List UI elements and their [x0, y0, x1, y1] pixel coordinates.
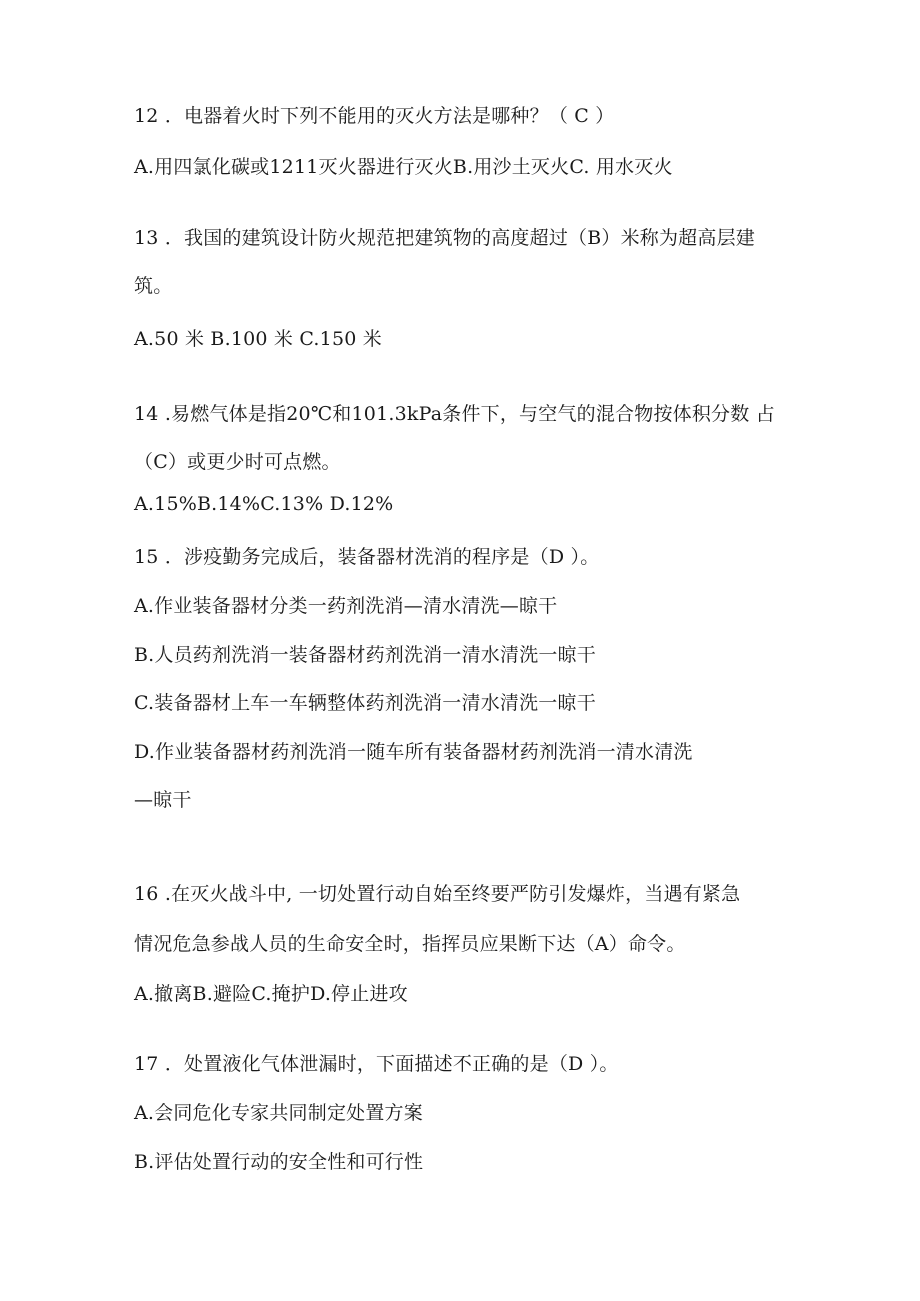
question-12-stem: 12 ．电器着火时下列不能用的灭火方法是哪种？（ C ）	[134, 105, 615, 127]
question-16-stem-line2: 情况危急参战人员的生命安全时，指挥员应果断下达（A）命令。	[134, 933, 686, 955]
question-15-option-d-line1: D.作业装备器材药剂洗消一随车所有装备器材药剂洗消一清水清洗	[134, 741, 693, 763]
question-15-option-c: C.装备器材上车一车辆整体药剂洗消一清水清洗一晾干	[134, 692, 596, 714]
question-15-option-b: B.人员药剂洗消一装备器材药剂洗消一清水清洗一晾干	[134, 644, 597, 666]
question-15-option-d-line2: —晾干	[134, 789, 192, 811]
question-14-stem-line1: 14 .易燃气体是指20℃和101.3kPa条件下，与空气的混合物按体积分数 占	[134, 403, 775, 425]
question-17-option-b: B.评估处置行动的安全性和可行性	[134, 1151, 424, 1173]
question-15-stem: 15 ．涉疫勤务完成后，装备器材洗消的程序是（D ）。	[134, 546, 600, 568]
question-17-option-a: A.会同危化专家共同制定处置方案	[134, 1102, 423, 1124]
question-13-options: A.50 米 B.100 米 C.150 米	[134, 328, 382, 350]
question-15-option-a: A.作业装备器材分类一药剂洗消—清水清洗—晾干	[134, 595, 558, 617]
question-12-options: A.用四氯化碳或1211灭火器进行灭火B.用沙土灭火C. 用水灭火	[134, 156, 673, 178]
question-14-stem-line2: （C）或更少时可点燃。	[134, 451, 341, 473]
question-13-stem-line2: 筑。	[134, 275, 173, 297]
question-16-stem-line1: 16 .在灭火战斗中, 一切处置行动自始至终要严防引发爆炸，当遇有紧急	[134, 883, 741, 905]
question-16-options: A.撤离B.避险C.掩护D.停止进攻	[134, 983, 408, 1005]
question-14-options: A.15%B.14%C.13% D.12%	[134, 493, 394, 515]
question-17-stem: 17 ．处置液化气体泄漏时，下面描述不正确的是（D ）。	[134, 1053, 619, 1075]
question-13-stem-line1: 13 ．我国的建筑设计防火规范把建筑物的高度超过（B）米称为超高层建	[134, 227, 755, 249]
